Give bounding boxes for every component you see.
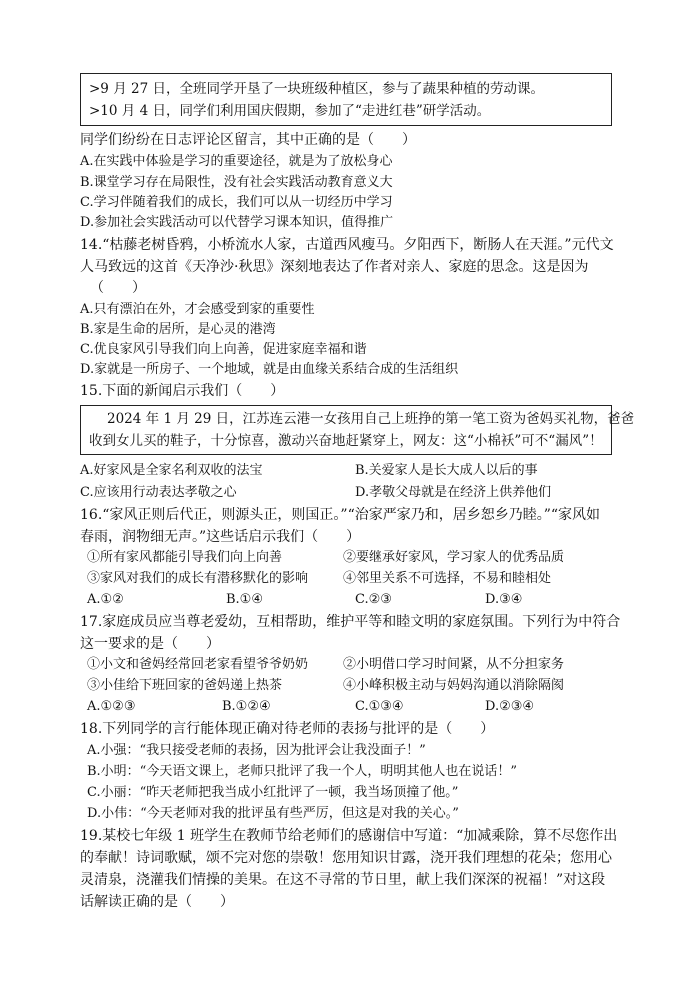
q16-stem-line-1: 16.“家风正则后代正，则源头正，则国正。”“治家严家乃和，居乡恕乡乃睦。”“家风如	[80, 507, 601, 523]
q19-stem-line-2: 的奉献！诗词歌赋，颂不完对您的崇敬！您用知识甘露，浇开我们理想的花朵；您用心	[80, 850, 612, 866]
q14-option-a: A.只有漂泊在外，才会感受到家的重要性	[80, 302, 315, 317]
q18-stem: 18.下列同学的言行能体现正确对待老师的表扬与批评的是（ ）	[80, 721, 495, 737]
q14-stem-line-3: （ ）	[90, 280, 146, 296]
q17-stem-line-2: 这一要求的是（ ）	[80, 636, 220, 652]
q13-option-d: D.参加社会实践活动可以代替学习课本知识，值得推广	[80, 215, 394, 230]
q14-stem-line-1: 14.“枯藤老树昏鸦，小桥流水人家，古道西风瘦马。夕阳西下，断肠人在天涯。”元代文	[80, 237, 614, 253]
q19-stem-line-4: 话解读正确的是（ ）	[80, 894, 234, 910]
news-line-2: 收到女儿买的鞋子，十分惊喜，激动兴奋地赶紧穿上，网友：这“小棉袄”可不“漏风”！	[89, 433, 603, 449]
q15-option-c: C.应该用行动表达孝敬之心	[80, 485, 237, 500]
news-line-1: 2024 年 1 月 29 日，江苏连云港一女孩用自己上班挣的第一笔工资为爸妈买礼物，爸爸	[107, 411, 635, 427]
q16-option-c: C.②③	[355, 592, 392, 607]
q16-item-2: ②要继承好家风，学习家人的优秀品质	[343, 550, 565, 565]
q17-option-b: B.①②④	[222, 699, 271, 714]
q13-option-b: B.课堂学习存在局限性，没有社会实践活动教育意义大	[80, 175, 393, 190]
q17-item-4: ④小峰积极主动与妈妈沟通以消除隔阂	[343, 678, 565, 693]
q18-option-c: C.小丽：“昨天老师把我当成小红批评了一顿，我当场顶撞了他。”	[87, 785, 459, 800]
q19-stem-line-3: 灵清泉，浇灌我们情操的美果。在这不寻常的节日里，献上我们深深的祝福！”对这段	[80, 872, 606, 888]
q15-option-b: B.关爱家人是长大成人以后的事	[355, 463, 538, 478]
q16-item-1: ①所有家风都能引导我们向上向善	[87, 550, 283, 565]
q16-option-a: A.①②	[87, 592, 124, 607]
q13-stem: 同学们纷纷在日志评论区留言，其中正确的是（ ）	[80, 132, 416, 148]
log-line-2: >10 月 4 日，同学们利用国庆假期，参加了“走进红巷”研学活动。	[89, 103, 491, 119]
q13-option-a: A.在实践中体验是学习的重要途径，就是为了放松身心	[80, 154, 393, 169]
q19-stem-line-1: 19.某校七年级 1 班学生在教师节给老师们的感谢信中写道：“加减乘除，算不尽您作出	[80, 828, 618, 844]
q13-option-c: C.学习伴随着我们的成长，我们可以从一切经历中学习	[80, 195, 393, 210]
q15-stem: 15.下面的新闻启示我们（ ）	[80, 383, 285, 399]
q18-option-b: B.小明：“今天语文课上，老师只批评了我一个人，明明其他人也在说话！”	[87, 764, 517, 779]
q16-option-d: D.③④	[485, 592, 523, 607]
q17-option-c: C.①③④	[355, 699, 404, 714]
q17-item-3: ③小佳给下班回家的爸妈递上热茶	[87, 678, 283, 693]
q17-stem-line-1: 17.家庭成员应当尊老爱幼，互相帮助，维护平等和睦文明的家庭氛围。下列行为中符合	[80, 614, 621, 630]
q15-option-a: A.好家风是全家名利双收的法宝	[80, 463, 263, 478]
news-box	[80, 405, 635, 455]
q17-option-a: A.①②③	[87, 699, 136, 714]
activity-log-box	[80, 73, 612, 126]
q14-option-c: C.优良家风引导我们向上向善，促进家庭幸福和谐	[80, 342, 367, 357]
q18-option-a: A.小强：“我只接受老师的表扬，因为批评会让我没面子！”	[87, 743, 426, 758]
q17-option-d: D.②③④	[485, 699, 535, 714]
q15-option-d: D.孝敬父母就是在经济上供养他们	[355, 485, 552, 500]
q16-item-3: ③家风对我们的成长有潜移默化的影响	[87, 571, 309, 586]
q18-option-d: D.小伟：“今天老师对我的批评虽有些严厉，但这是对我的关心。”	[87, 806, 459, 821]
q14-stem-line-2: 人马致远的这首《天净沙·秋思》深刻地表达了作者对亲人、家庭的思念。这是因为	[80, 259, 589, 275]
log-line-1: >9 月 27 日，全班同学开垦了一块班级种植区，参与了蔬果种植的劳动课。	[89, 81, 544, 97]
q17-item-2: ②小明借口学习时间紧，从不分担家务	[343, 657, 565, 672]
q14-option-d: D.家就是一所房子、一个地域，就是由血缘关系结合成的生活组织	[80, 362, 459, 377]
q16-item-4: ④邻里关系不可选择，不易和睦相处	[343, 571, 552, 586]
q16-stem-line-2: 春雨，润物细无声。”这些话启示我们（ ）	[80, 529, 361, 545]
q17-item-1: ①小文和爸妈经常回老家看望爷爷奶奶	[87, 657, 309, 672]
q16-option-b: B.①④	[226, 592, 263, 607]
q14-option-b: B.家是生命的居所，是心灵的港湾	[80, 322, 276, 337]
